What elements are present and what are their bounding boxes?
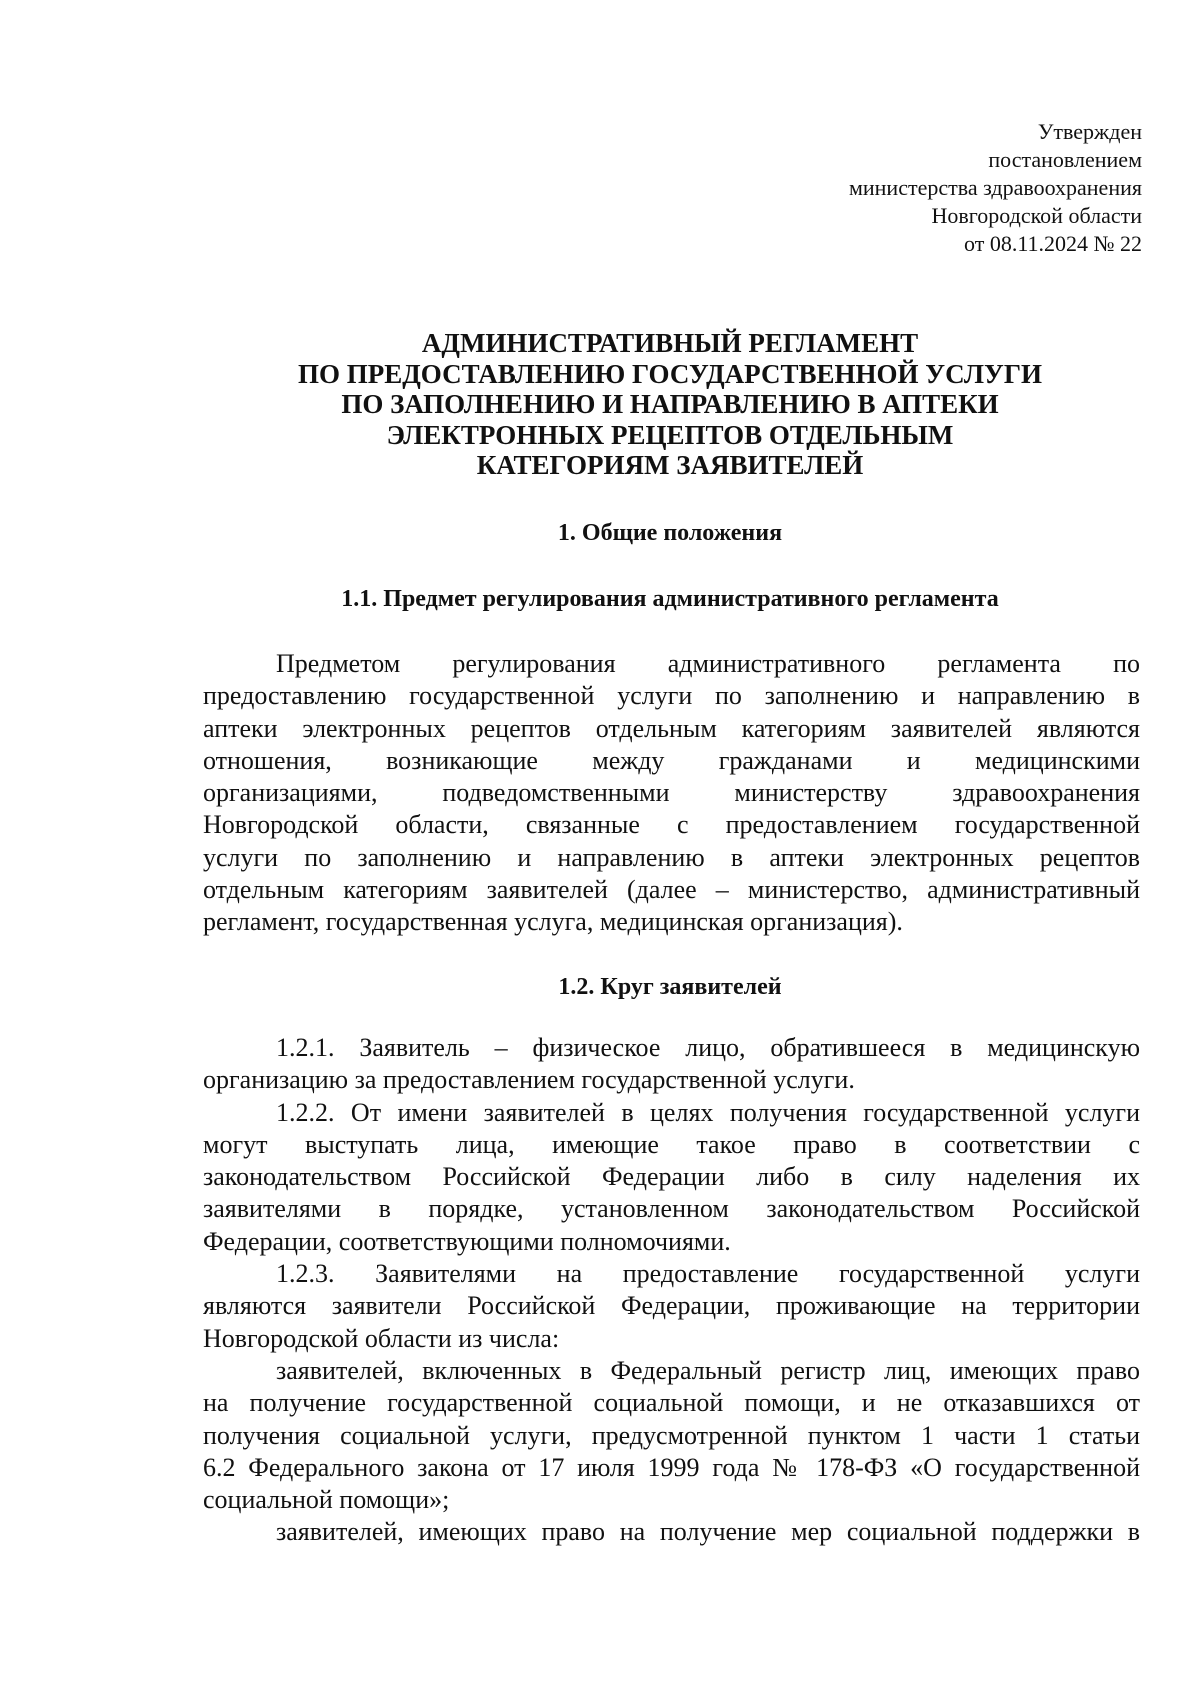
title-line: ЭЛЕКТРОННЫХ РЕЦЕПТОВ ОТДЕЛЬНЫМ (386, 419, 954, 450)
paragraph (203, 1258, 1140, 1355)
approval-line: постановлением (988, 147, 1142, 172)
approval-stamp (722, 118, 1142, 258)
title-line: КАТЕГОРИЯМ ЗАЯВИТЕЛЕЙ (476, 450, 864, 480)
section-heading-applicants: 1.2. Круг заявителей (558, 974, 782, 1000)
paragraph (203, 1516, 1140, 1548)
text-line: отношения, возникающие между гражданами и медицинскими (203, 745, 1140, 775)
approval-line: Утвержден (1037, 119, 1142, 144)
approval-line: министерства здравоохранения (848, 175, 1142, 200)
text-line: аптеки электронных рецептов отдельным категориям заявителей являются (203, 713, 1140, 743)
text-line: отдельным категориям заявителей (далее – министерство, административный (203, 875, 1140, 905)
text-line: заявителей, имеющих право на получение мер социальной поддержки в (276, 1517, 1140, 1547)
approval-line: Новгородской области (931, 203, 1142, 228)
text-line: 6.2 Федерального закона от 17 июля 1999 года № 178-ФЗ «О государственной (203, 1452, 1140, 1482)
text-line: организацию за предоставлением государственной услуги. (203, 1065, 855, 1095)
paragraph (203, 1355, 1140, 1516)
section-heading-general: 1. Общие положения (557, 520, 783, 546)
text-line: 1.2.3. Заявителями на предоставление государственной услуги (276, 1259, 1140, 1289)
text-line: могут выступать лица, имеющие такое право в соответствии с (203, 1129, 1140, 1159)
text-line: заявителями в порядке, установленном законодательством Российской (203, 1194, 1140, 1224)
paragraph (203, 648, 1140, 939)
text-line: предоставлению государственной услуги по заполнению и направлению в (203, 681, 1140, 711)
text-line: заявителей, включенных в Федеральный регистр лиц, имеющих право (276, 1355, 1140, 1385)
title-line: ПО ЗАПОЛНЕНИЮ И НАПРАВЛЕНИЮ В АПТЕКИ (341, 389, 999, 419)
text-line: регламент, государственная услуга, медицинская организация). (203, 907, 903, 937)
title-line: АДМИНИСТРАТИВНЫЙ РЕГЛАМЕНТ (421, 328, 919, 358)
title-line: ПО ПРЕДОСТАВЛЕНИЮ ГОСУДАРСТВЕННОЙ УСЛУГИ (297, 358, 1043, 389)
document-title (200, 328, 1140, 481)
text-line: Федерации, соответствующими полномочиями. (203, 1226, 731, 1256)
text-line: 1.2.1. Заявитель – физическое лицо, обратившееся в медицинскую (276, 1033, 1140, 1062)
text-line: социальной помощи»; (203, 1485, 450, 1515)
paragraph (203, 1097, 1140, 1258)
applicants-text (203, 1032, 1140, 1549)
subject-paragraph (203, 648, 1140, 939)
text-line: получения социальной услуги, предусмотренной пунктом 1 части 1 статьи (203, 1420, 1140, 1450)
text-line: услуги по заполнению и направлению в аптеки электронных рецептов (203, 842, 1140, 872)
approval-line: от 08.11.2024 № 22 (964, 231, 1142, 256)
text-line: на получение государственной социальной помощи, и не отказавшихся от (203, 1388, 1140, 1418)
text-line: организациями, подведомственными министерству здравоохранения (203, 778, 1140, 808)
text-line: законодательством Российской Федерации либо в силу наделения их (203, 1162, 1140, 1192)
text-line: Новгородской области из числа: (203, 1323, 560, 1353)
text-line: Новгородской области, связанные с предоставлением государственной (203, 810, 1140, 840)
text-line: 1.2.2. От имени заявителей в целях получения государственной услуги (276, 1097, 1140, 1127)
text-line: являются заявители Российской Федерации, проживающие на территории (203, 1291, 1140, 1321)
section-heading-subject: 1.1. Предмет регулирования административного регламента (341, 586, 999, 612)
text-line: Предметом регулирования административного регламента по (276, 649, 1140, 678)
paragraph (203, 1032, 1140, 1097)
